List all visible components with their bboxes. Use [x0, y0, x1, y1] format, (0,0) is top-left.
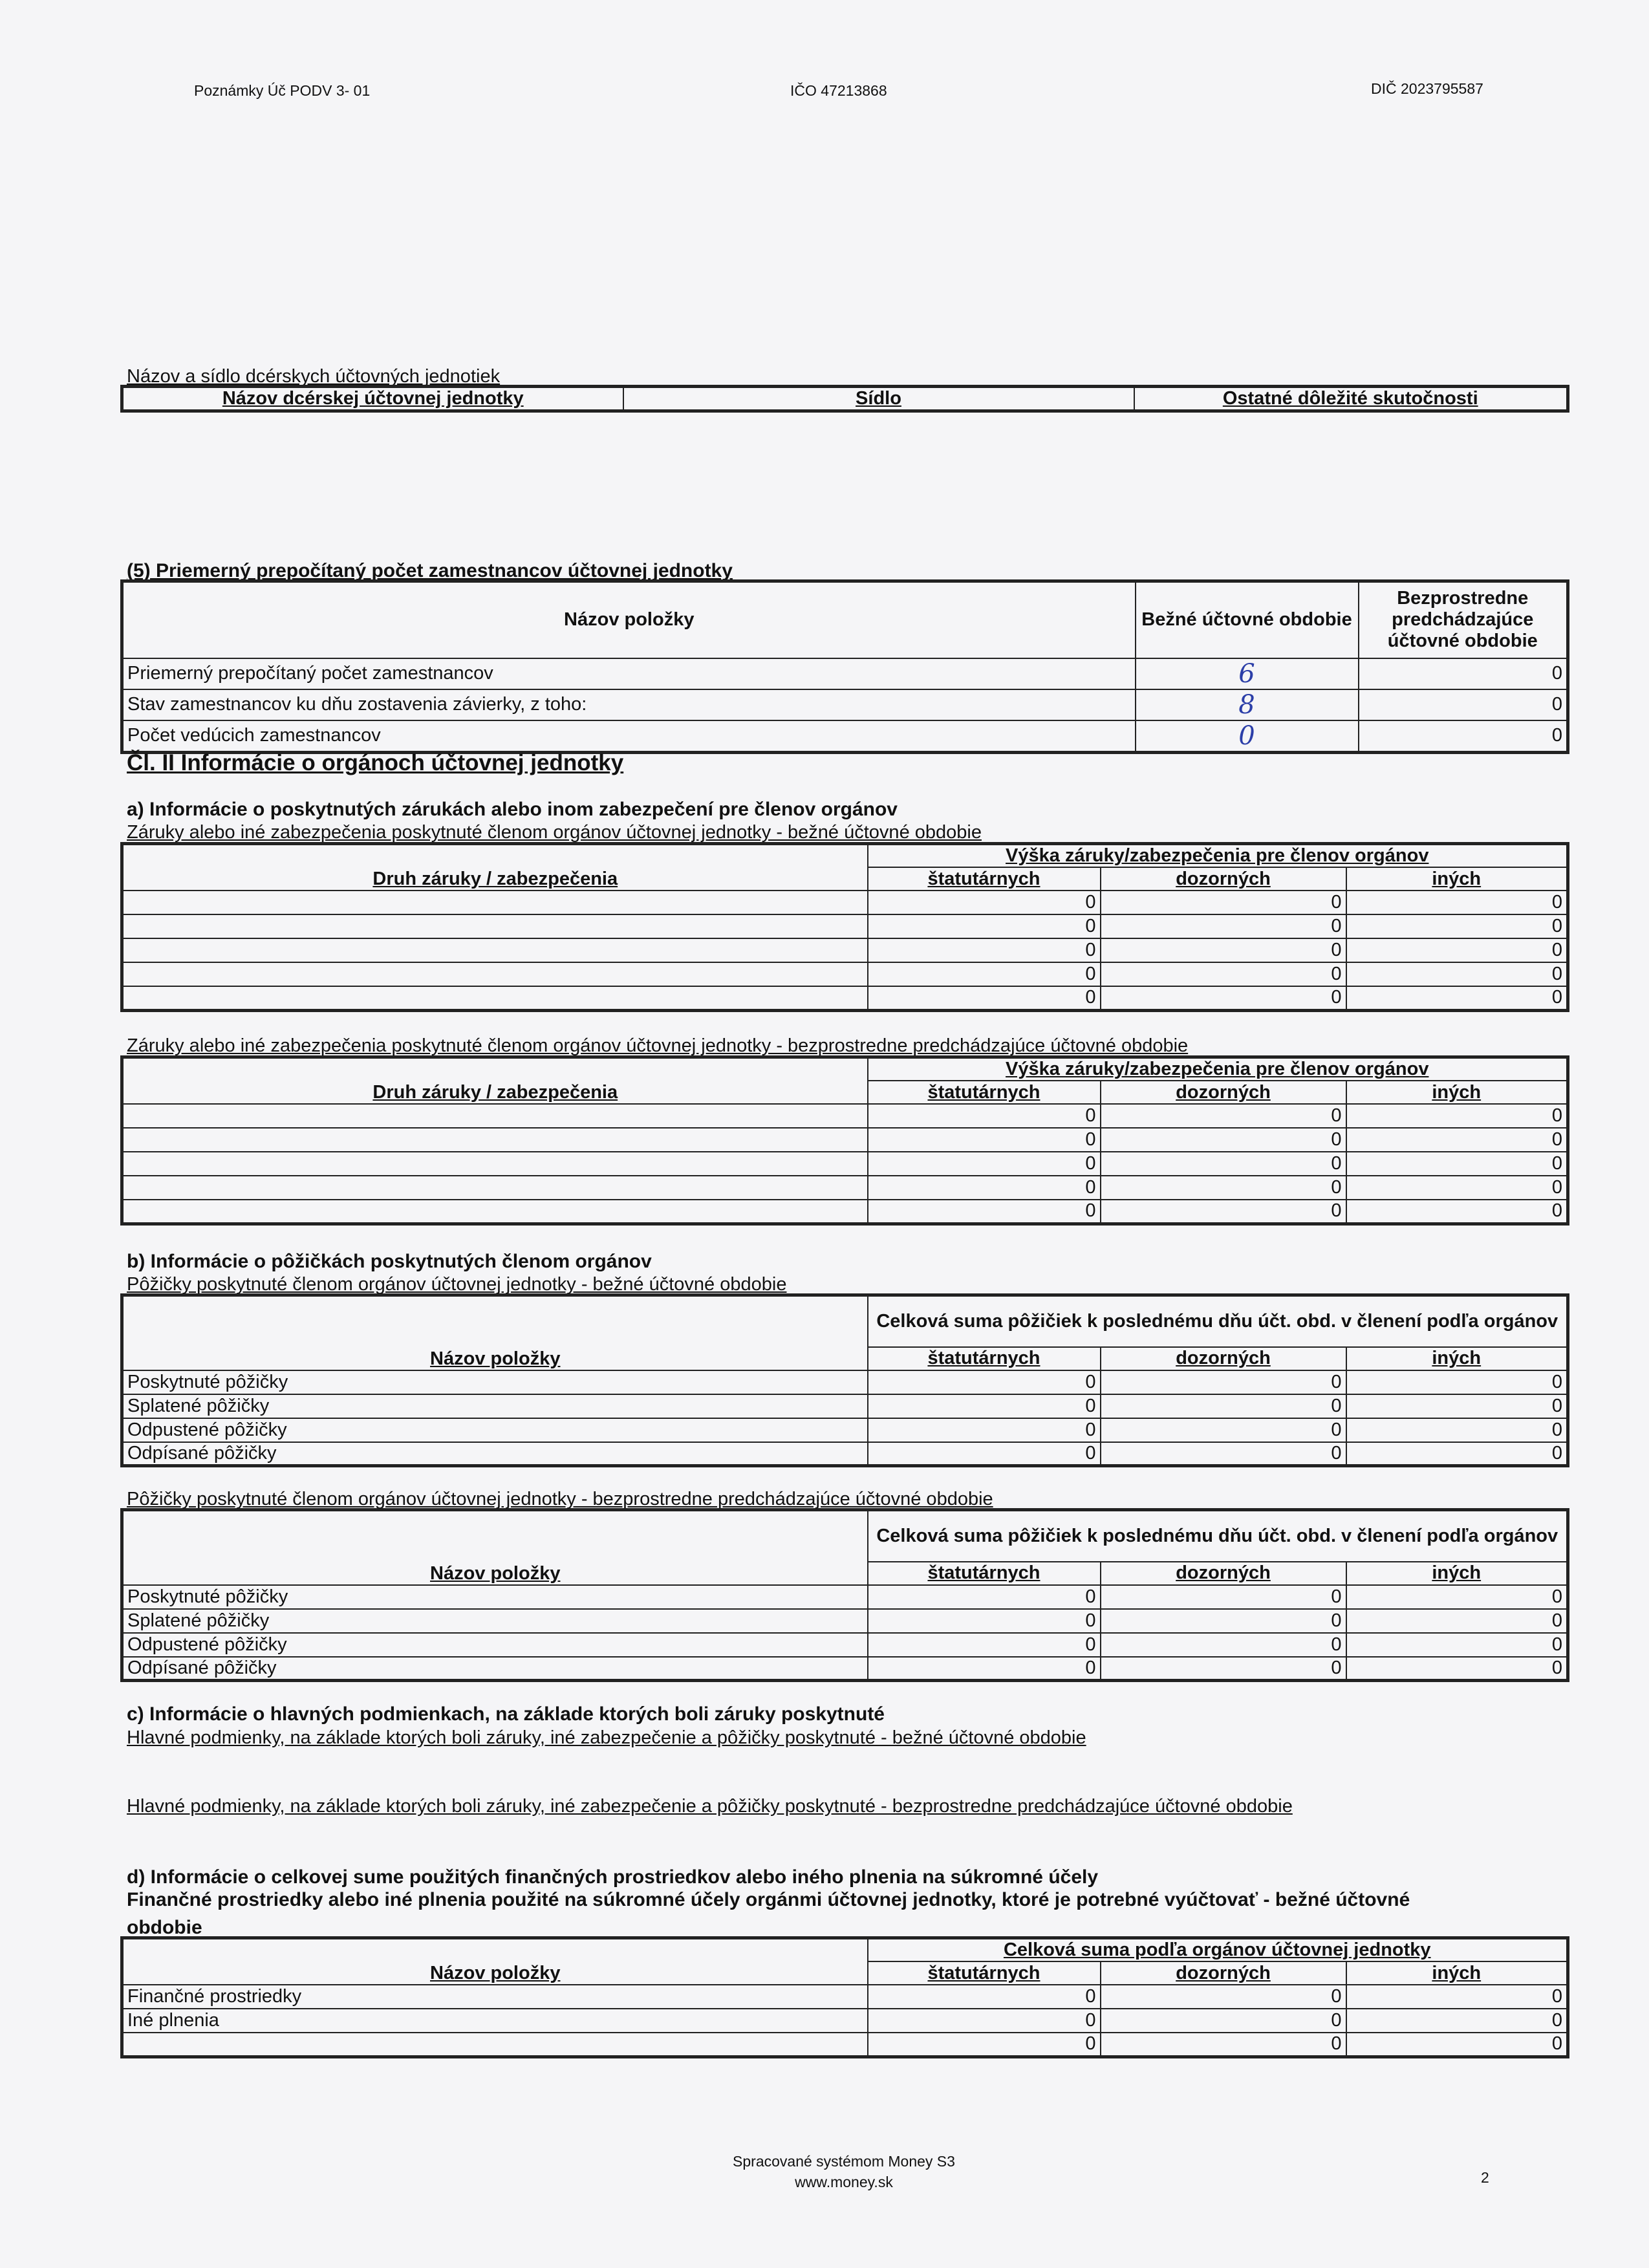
section-d-subtitle: Finančné prostriedky alebo iné plnenia použité na súkromné účely orgánmi účtovnej jednotky, ktoré je potrebné vyúčtovať - bežné účtovné: [127, 1889, 1410, 1910]
table-row: [122, 1585, 1568, 1609]
table-row: [122, 1176, 1568, 1200]
subsidiaries-title: Názov a sídlo dcérskych účtovných jednotiek: [127, 366, 501, 387]
employees-row-previous: 0: [1359, 689, 1568, 720]
value-cell: 0: [1346, 1370, 1568, 1394]
row-label: Odpustené pôžičky: [122, 1633, 868, 1657]
value-cell: 0: [1101, 938, 1346, 962]
table-row: [122, 1394, 1568, 1418]
value-cell: 0: [1101, 2033, 1346, 2057]
value-cell: 0: [868, 1633, 1101, 1657]
value-cell: 0: [1101, 1585, 1346, 1609]
loans-previous-table: [120, 1508, 1569, 1682]
section-a-title: a) Informácie o poskytnutých zárukách alebo inom zabezpečení pre členov orgánov: [127, 799, 898, 820]
col-statutory: štatutárnych: [868, 1961, 1101, 1985]
employees-row-label: Stav zamestnancov ku dňu zostavenia závierky, z toho:: [122, 689, 1136, 720]
group-header: Výška záruky/zabezpečenia pre členov orgánov: [868, 1057, 1568, 1081]
section-d-title: d) Informácie o celkovej sume použitých finančných prostriedkov alebo iného plnenia na súkromné účely: [127, 1866, 1099, 1888]
value-cell: 0: [1101, 1609, 1346, 1633]
col-item-name: Názov položky: [122, 1295, 868, 1370]
table-row: [122, 1128, 1568, 1152]
header-dic: DIČ 2023795587: [1371, 80, 1483, 97]
col-other: iných: [1346, 867, 1568, 891]
value-cell: 0: [1346, 1128, 1568, 1152]
value-cell: 0: [868, 2033, 1101, 2057]
table-row: [122, 1370, 1568, 1394]
row-label: Odpustené pôžičky: [122, 1418, 868, 1442]
col-guarantee-type: Druh záruky / zabezpečenia: [122, 1057, 868, 1105]
col-item-name: Názov položky: [122, 1938, 868, 1985]
value-cell: 0: [868, 1200, 1101, 1224]
table-row: [122, 1633, 1568, 1657]
value-cell: 0: [1346, 1985, 1568, 2009]
col-statutory: štatutárnych: [868, 1347, 1101, 1370]
footer-website: www.money.sk: [795, 2174, 893, 2190]
col-supervisory: dozorných: [1101, 1961, 1346, 1985]
table-row: [122, 914, 1568, 938]
value-cell: 0: [1101, 1370, 1346, 1394]
row-label: [122, 2033, 868, 2057]
value-cell: 0: [1346, 1394, 1568, 1418]
header-ico: IČO 47213868: [790, 82, 887, 99]
col-other: iných: [1346, 1562, 1568, 1585]
col-supervisory: dozorných: [1101, 1562, 1346, 1585]
value-cell: 0: [868, 1152, 1101, 1176]
value-cell: 0: [1346, 1104, 1568, 1128]
col-guarantee-type: Druh záruky / zabezpečenia: [122, 844, 868, 891]
group-header: Celková suma podľa orgánov účtovnej jednotky: [868, 1938, 1568, 1962]
value-cell: 0: [1346, 1609, 1568, 1633]
value-cell: 0: [868, 986, 1101, 1010]
col-statutory: štatutárnych: [868, 1562, 1101, 1585]
employees-row-label: Priemerný prepočítaný počet zamestnancov: [122, 658, 1136, 689]
col-other: iných: [1346, 1347, 1568, 1370]
section-a-sub2: Záruky alebo iné zabezpečenia poskytnuté členom orgánov účtovnej jednotky - bezprostredne predchádzajúce účtovné obdobie: [127, 1035, 1189, 1056]
value-cell: 0: [1346, 2033, 1568, 2057]
value-cell: 0: [1346, 1418, 1568, 1442]
employees-row-label: Počet vedúcich zamestnancov: [122, 720, 1136, 753]
value-cell: 0: [1101, 1200, 1346, 1224]
value-cell: 0: [1101, 986, 1346, 1010]
row-label: Iné plnenia: [122, 2009, 868, 2033]
section-c-title: c) Informácie o hlavných podmienkach, na základe ktorých boli záruky poskytnuté: [127, 1703, 885, 1725]
value-cell: 0: [868, 2009, 1101, 2033]
value-cell: 0: [1346, 986, 1568, 1010]
table-row: [122, 1985, 1568, 2009]
value-cell: 0: [1101, 962, 1346, 986]
value-cell: 0: [1101, 1128, 1346, 1152]
loans-current-table: [120, 1293, 1569, 1467]
table-row: [122, 2033, 1568, 2057]
value-cell: 0: [868, 1176, 1101, 1200]
table-row: [122, 1152, 1568, 1176]
table-row: [122, 1657, 1568, 1681]
handwritten-current-value: 0: [1238, 720, 1255, 751]
employees-table: [120, 579, 1569, 754]
value-cell: 0: [868, 1585, 1101, 1609]
footer-software: Spracované systémom Money S3: [733, 2153, 955, 2170]
handwritten-current-value: 6: [1238, 658, 1255, 689]
private-use-table: [120, 1936, 1569, 2058]
employees-title: (5) Priemerný prepočítaný počet zamestnancov účtovnej jednotky: [127, 560, 733, 581]
col-supervisory: dozorných: [1101, 1347, 1346, 1370]
row-label: Finančné prostriedky: [122, 1985, 868, 2009]
section-b-sub2: Pôžičky poskytnuté členom orgánov účtovnej jednotky - bezprostredne predchádzajúce účtovné obdobie: [127, 1489, 993, 1509]
col-other: iných: [1346, 1961, 1568, 1985]
row-label: Splatené pôžičky: [122, 1609, 868, 1633]
col-subsidiary-name: Názov dcérskej účtovnej jednotky: [122, 387, 623, 411]
value-cell: 0: [1101, 1176, 1346, 1200]
group-header: Celková suma pôžičiek k poslednému dňu účt. obd. v členení podľa orgánov: [868, 1295, 1568, 1347]
value-cell: 0: [1346, 1657, 1568, 1681]
value-cell: 0: [1346, 938, 1568, 962]
section-a-sub1: Záruky alebo iné zabezpečenia poskytnuté členom orgánov účtovnej jednotky - bežné účtovné obdobie: [127, 822, 982, 843]
value-cell: 0: [1101, 1104, 1346, 1128]
value-cell: 0: [1346, 1442, 1568, 1466]
value-cell: 0: [1346, 1633, 1568, 1657]
value-cell: 0: [868, 1370, 1101, 1394]
employees-row-previous: 0: [1359, 720, 1568, 753]
subsidiaries-table: [120, 385, 1569, 413]
value-cell: 0: [868, 1609, 1101, 1633]
value-cell: 0: [868, 1394, 1101, 1418]
value-cell: 0: [1346, 914, 1568, 938]
col-other: iných: [1346, 1081, 1568, 1104]
table-row: [122, 1609, 1568, 1633]
value-cell: 0: [1346, 1152, 1568, 1176]
value-cell: 0: [868, 1442, 1101, 1466]
group-header: Výška záruky/zabezpečenia pre členov orgánov: [868, 844, 1568, 868]
value-cell: 0: [868, 938, 1101, 962]
value-cell: 0: [868, 1418, 1101, 1442]
value-cell: 0: [868, 1128, 1101, 1152]
value-cell: 0: [868, 1104, 1101, 1128]
guarantees-current-table: [120, 842, 1569, 1012]
value-cell: 0: [1101, 1394, 1346, 1418]
value-cell: 0: [1101, 1442, 1346, 1466]
article-title: Čl. II Informácie o orgánoch účtovnej jednotky: [127, 750, 624, 775]
table-row: [122, 962, 1568, 986]
group-header: Celková suma pôžičiek k poslednému dňu účt. obd. v členení podľa orgánov: [868, 1510, 1568, 1562]
col-supervisory: dozorných: [1101, 1081, 1346, 1104]
guarantees-previous-table: [120, 1055, 1569, 1226]
value-cell: 0: [1346, 1585, 1568, 1609]
table-row: [122, 2009, 1568, 2033]
table-row: [122, 1442, 1568, 1466]
value-cell: 0: [1101, 891, 1346, 914]
value-cell: 0: [868, 891, 1101, 914]
row-label: Poskytnuté pôžičky: [122, 1585, 868, 1609]
section-b-title: b) Informácie o pôžičkách poskytnutých členom orgánov: [127, 1251, 652, 1272]
table-row: [122, 986, 1568, 1010]
handwritten-current-value: 8: [1238, 689, 1255, 720]
table-row: [122, 891, 1568, 914]
table-row: [122, 1200, 1568, 1224]
section-c-line1: Hlavné podmienky, na základe ktorých boli záruky, iné zabezpečenie a pôžičky poskytnuté - bežné účtovné obdobie: [127, 1727, 1086, 1748]
col-supervisory: dozorných: [1101, 867, 1346, 891]
value-cell: 0: [1101, 1985, 1346, 2009]
col-item-name: Názov položky: [122, 581, 1136, 658]
table-row: [122, 1104, 1568, 1128]
table-row: [122, 938, 1568, 962]
value-cell: 0: [1346, 1176, 1568, 1200]
col-seat: Sídlo: [623, 387, 1134, 411]
value-cell: 0: [868, 1985, 1101, 2009]
value-cell: 0: [1101, 1418, 1346, 1442]
value-cell: 0: [1101, 2009, 1346, 2033]
row-label: Splatené pôžičky: [122, 1394, 868, 1418]
value-cell: 0: [868, 1657, 1101, 1681]
col-item-name: Názov položky: [122, 1510, 868, 1585]
section-d-subtitle-cont: obdobie: [127, 1917, 202, 1938]
col-previous-period: Bezprostredne predchádzajúce účtovné obdobie: [1359, 581, 1568, 658]
section-c-line2: Hlavné podmienky, na základe ktorých boli záruky, iné zabezpečenie a pôžičky poskytnuté - bezprostredne predchádzajúce účtovné obdobie: [127, 1796, 1293, 1817]
value-cell: 0: [1346, 891, 1568, 914]
row-label: Poskytnuté pôžičky: [122, 1370, 868, 1394]
value-cell: 0: [1101, 914, 1346, 938]
value-cell: 0: [1346, 962, 1568, 986]
value-cell: 0: [1101, 1657, 1346, 1681]
header-document-code: Poznámky Úč PODV 3- 01: [194, 82, 371, 99]
value-cell: 0: [1101, 1633, 1346, 1657]
col-statutory: štatutárnych: [868, 867, 1101, 891]
col-statutory: štatutárnych: [868, 1081, 1101, 1104]
section-b-sub1: Pôžičky poskytnuté členom orgánov účtovnej jednotky - bežné účtovné obdobie: [127, 1274, 787, 1295]
row-label: Odpísané pôžičky: [122, 1657, 868, 1681]
row-label: Odpísané pôžičky: [122, 1442, 868, 1466]
table-row: [122, 1418, 1568, 1442]
value-cell: 0: [1346, 1200, 1568, 1224]
value-cell: 0: [868, 914, 1101, 938]
value-cell: 0: [1346, 2009, 1568, 2033]
col-other-facts: Ostatné dôležité skutočnosti: [1134, 387, 1568, 411]
value-cell: 0: [1101, 1152, 1346, 1176]
employees-row-previous: 0: [1359, 658, 1568, 689]
col-current-period: Bežné účtovné obdobie: [1136, 581, 1359, 658]
page-number: 2: [1481, 2169, 1489, 2186]
value-cell: 0: [868, 962, 1101, 986]
